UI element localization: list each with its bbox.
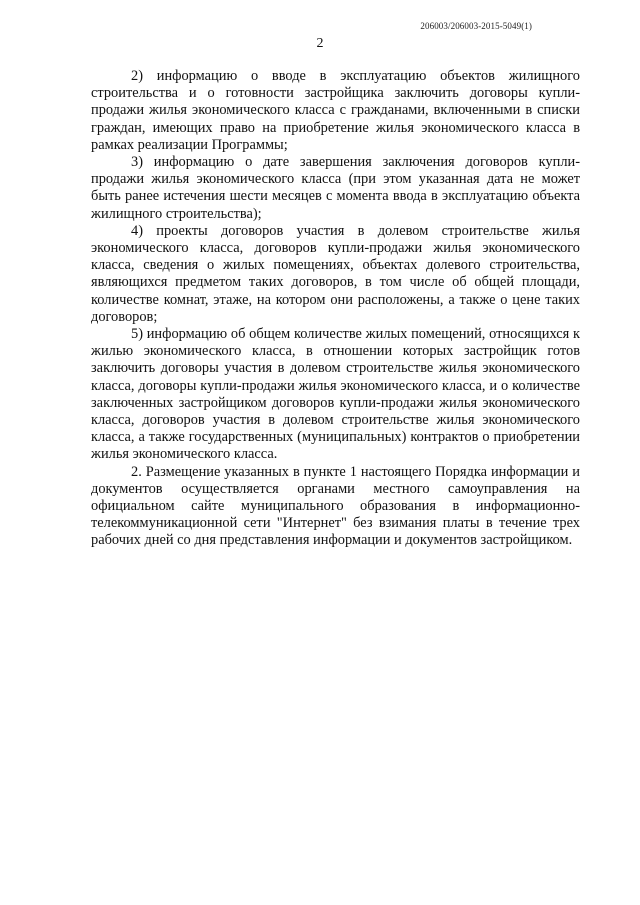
paragraph-item-4: 4) проекты договоров участия в долевом строительстве жилья экономического класса, договоров купли-продажи жилья экономического класса, сведения о жилых помещениях, объектах долевого строительства, являющихся предметом таких договоров, в том числе об общей площади, количестве комнат, этаже, на котором они расположены, а также о цене таких договоров; <box>91 222 580 325</box>
paragraph-item-5: 5) информацию об общем количестве жилых помещений, относящихся к жилью экономического класса, в отношении которых застройщик готов заключить договоры участия в долевом строительстве жилья экономического класса, договоры купли-продажи жилья экономического класса, и о количестве заключенных застройщиком договоров купли-продажи жилья экономического класса, договоров участия в долевом строительстве жилья экономического класса, а также государственных (муниципальных) контрактов о приобретении жилья экономического класса. <box>91 326 580 463</box>
page-number: 2 <box>316 36 324 51</box>
document-id: 206003/206003-2015-5049(1) <box>420 21 532 31</box>
paragraph-item-3: 3) информацию о дате завершения заключения договоров купли-продажи жилья экономического класса (при этом указанная дата не может быть ранее истечения шести месяцев с момента ввода в эксплуатацию объекта жилищного строительства); <box>91 154 580 222</box>
paragraph-section-2: 2. Размещение указанных в пункте 1 настоящего Порядка информации и документов осуществляется органами местного самоуправления на официальном сайте муниципального образования в информационно-телекоммуникационной сети "Интернет" без взимания платы в течение трех рабочих дней со дня представления информации и документов застройщиком. <box>91 463 580 549</box>
document-body <box>91 68 580 550</box>
paragraph-item-2: 2) информацию о вводе в эксплуатацию объектов жилищного строительства и о готовности застройщика заключить договоры купли-продажи жилья экономического класса с гражданами, включенными в списки граждан, имеющих право на приобретение жилья экономического класса в рамках реализации Программы; <box>91 68 580 153</box>
